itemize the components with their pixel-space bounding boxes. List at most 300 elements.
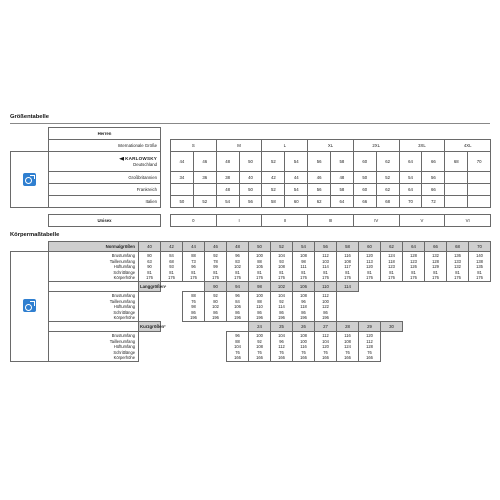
size-cell: 52 bbox=[193, 196, 216, 208]
measure-column bbox=[139, 252, 161, 282]
measure-value: 73 bbox=[191, 258, 196, 264]
measure-value: 123 bbox=[410, 258, 417, 264]
measure-value: 102 bbox=[234, 264, 241, 270]
measure-value: 81 bbox=[235, 269, 240, 275]
measure-value: 106 bbox=[234, 304, 241, 310]
measure-value: 96 bbox=[191, 264, 196, 270]
measure-value: 166 bbox=[344, 355, 351, 361]
title-divider bbox=[10, 123, 490, 124]
intl-size-cell: 3XL bbox=[399, 140, 445, 152]
size-cell: 56 bbox=[308, 152, 331, 172]
size-cell: 60 bbox=[353, 184, 376, 196]
measure-value: 93 bbox=[169, 264, 174, 270]
measure-value: 124 bbox=[388, 253, 395, 258]
measure-value: 76 bbox=[191, 298, 196, 304]
normal-measure-row bbox=[11, 252, 491, 282]
size-header-cell: 50 bbox=[249, 242, 271, 252]
measure-label: Hüftumfang bbox=[113, 264, 135, 270]
measure-value: 196 bbox=[322, 315, 329, 321]
measure-value: 108 bbox=[300, 292, 307, 298]
measure-column bbox=[249, 291, 271, 321]
intl-size-cell: 2XL bbox=[353, 140, 399, 152]
measure-value: 81 bbox=[213, 269, 218, 275]
unisex-label: Unisex bbox=[49, 215, 161, 227]
measure-value: 116 bbox=[344, 332, 351, 338]
measure-value: 76 bbox=[279, 349, 284, 355]
measure-value: 84 bbox=[235, 298, 240, 304]
size-cell: 48 bbox=[216, 184, 239, 196]
size-cell bbox=[445, 184, 468, 196]
measure-value: 113 bbox=[366, 258, 373, 264]
measure-value: 86 bbox=[235, 309, 240, 315]
size-cell: 50 bbox=[239, 152, 262, 172]
measure-column bbox=[403, 252, 425, 282]
country-label-gb: Großbritannien bbox=[49, 172, 161, 184]
measure-value: 112 bbox=[322, 292, 329, 298]
measure-value: 176 bbox=[322, 275, 329, 281]
measure-column bbox=[381, 252, 403, 282]
measure-value: 96 bbox=[235, 292, 240, 298]
measure-value: 128 bbox=[432, 258, 439, 264]
size-cell: 54 bbox=[216, 196, 239, 208]
measure-column bbox=[337, 331, 359, 361]
short-size-label: Kurzgrößen² bbox=[139, 321, 161, 331]
measure-value: 114 bbox=[322, 264, 329, 270]
measure-value: 104 bbox=[278, 253, 285, 258]
measure-label: Körperhöhe bbox=[113, 315, 135, 321]
size-cell bbox=[468, 184, 491, 196]
measure-value: 176 bbox=[234, 275, 241, 281]
measure-value: 81 bbox=[147, 269, 152, 275]
measure-value: 176 bbox=[476, 275, 483, 281]
measure-value: 104 bbox=[278, 292, 285, 298]
male-cell bbox=[11, 252, 49, 362]
size-header-cell: 30 bbox=[381, 321, 403, 331]
measure-value: 112 bbox=[322, 332, 329, 338]
measure-column bbox=[227, 331, 249, 361]
measure-value: 92 bbox=[279, 298, 284, 304]
measure-value: 81 bbox=[323, 269, 328, 275]
measure-value: 108 bbox=[300, 253, 307, 258]
measure-value: 76 bbox=[323, 349, 328, 355]
measure-value: 92 bbox=[213, 253, 218, 258]
size-header-cell: 114 bbox=[337, 281, 359, 291]
size-cell bbox=[468, 172, 491, 184]
measure-label: Schrittlänge bbox=[113, 349, 135, 355]
size-cell: 46 bbox=[193, 152, 216, 172]
measure-value: 166 bbox=[278, 355, 285, 361]
size-header-cell: 25 bbox=[271, 321, 293, 331]
measure-value: 166 bbox=[300, 355, 307, 361]
size-cell: 50 bbox=[353, 172, 376, 184]
size-header-cell: 90 bbox=[205, 281, 227, 291]
measure-value: 196 bbox=[300, 315, 307, 321]
measure-column bbox=[205, 291, 227, 321]
size-cell: 38 bbox=[216, 172, 239, 184]
measure-column bbox=[227, 291, 249, 321]
unisex-cell: I bbox=[216, 215, 262, 227]
size-cell: 70 bbox=[399, 196, 422, 208]
body-table-title: Körpermaßtabelle bbox=[10, 232, 60, 238]
unisex-cell: IV bbox=[353, 215, 399, 227]
measure-value: 120 bbox=[366, 253, 373, 258]
measure-value: 92 bbox=[257, 338, 262, 344]
measure-value: 112 bbox=[366, 338, 373, 344]
male-icon bbox=[23, 173, 36, 186]
size-cell: 54 bbox=[399, 172, 422, 184]
measure-value: 81 bbox=[169, 269, 174, 275]
size-cell: 64 bbox=[331, 196, 354, 208]
measure-value: 99 bbox=[213, 264, 218, 270]
size-table bbox=[10, 127, 491, 227]
size-header-cell: 42 bbox=[161, 242, 183, 252]
size-header-cell: 29 bbox=[359, 321, 381, 331]
measure-value: 176 bbox=[300, 275, 307, 281]
measure-value: 114 bbox=[278, 304, 285, 310]
measure-value: 88 bbox=[257, 298, 262, 304]
measure-value: 100 bbox=[300, 338, 307, 344]
country-label-fr: Frankreich bbox=[49, 184, 161, 196]
size-cell: 46 bbox=[308, 172, 331, 184]
measure-value: 196 bbox=[212, 315, 219, 321]
measure-value: 78 bbox=[213, 258, 218, 264]
measure-value: 100 bbox=[322, 298, 329, 304]
measure-value: 100 bbox=[256, 292, 263, 298]
country-label-de: Deutschland bbox=[133, 161, 157, 167]
measure-value: 116 bbox=[300, 344, 307, 350]
size-cell: 70 bbox=[468, 152, 491, 172]
measure-value: 136 bbox=[454, 253, 461, 258]
measure-column bbox=[469, 252, 491, 282]
measure-value: 108 bbox=[300, 332, 307, 338]
measure-value: 120 bbox=[322, 344, 329, 350]
measure-value: 124 bbox=[344, 344, 351, 350]
measure-column bbox=[249, 331, 271, 361]
brand-name: KARLOWSKY bbox=[125, 156, 157, 162]
size-cell: 60 bbox=[285, 196, 308, 208]
measure-value: 176 bbox=[366, 275, 373, 281]
size-header-cell: 27 bbox=[315, 321, 337, 331]
size-cell: 48 bbox=[331, 172, 354, 184]
measure-value: 140 bbox=[476, 253, 483, 258]
measure-value: 104 bbox=[278, 332, 285, 338]
size-cell: 44 bbox=[285, 172, 308, 184]
measure-column bbox=[271, 331, 293, 361]
measure-label: Brustumfang bbox=[111, 292, 135, 298]
measure-value: 110 bbox=[256, 304, 263, 310]
measure-value: 76 bbox=[235, 349, 240, 355]
measure-value: 132 bbox=[432, 253, 439, 258]
measure-column bbox=[315, 331, 337, 361]
size-cell: 68 bbox=[445, 152, 468, 172]
size-header-cell: 106 bbox=[293, 281, 315, 291]
size-header-cell: 66 bbox=[425, 242, 447, 252]
measure-value: 81 bbox=[367, 269, 372, 275]
measure-column bbox=[249, 252, 271, 282]
long-size-label: Langgrößen¹ bbox=[139, 281, 161, 291]
measure-column bbox=[315, 291, 337, 321]
measure-value: 81 bbox=[433, 269, 438, 275]
measure-value: 81 bbox=[455, 269, 460, 275]
intl-size-cell: S bbox=[171, 140, 217, 152]
measure-column bbox=[183, 291, 205, 321]
measure-column bbox=[293, 331, 315, 361]
measure-value: 81 bbox=[389, 269, 394, 275]
measure-value: 120 bbox=[366, 264, 373, 270]
measure-value: 112 bbox=[278, 344, 285, 350]
size-cell: 44 bbox=[171, 152, 194, 172]
size-cell: 62 bbox=[376, 184, 399, 196]
measure-value: 103 bbox=[322, 258, 329, 264]
measure-value: 80 bbox=[147, 253, 152, 258]
size-header-cell: 40 bbox=[139, 242, 161, 252]
size-header-cell: 60 bbox=[359, 242, 381, 252]
male-icon bbox=[23, 299, 36, 312]
size-cell: 48 bbox=[216, 152, 239, 172]
short-measure-row bbox=[11, 331, 491, 361]
measure-value: 76 bbox=[345, 349, 350, 355]
measure-label: Hüftumfang bbox=[113, 344, 135, 350]
measure-value: 108 bbox=[278, 264, 285, 270]
size-cell: 50 bbox=[239, 184, 262, 196]
size-header-cell: 56 bbox=[315, 242, 337, 252]
measure-value: 176 bbox=[278, 275, 285, 281]
size-header-cell: 70 bbox=[469, 242, 491, 252]
size-cell: 50 bbox=[171, 196, 194, 208]
size-cell: 66 bbox=[422, 184, 445, 196]
measure-label: Taillenumfang bbox=[109, 338, 135, 344]
measure-value: 176 bbox=[432, 275, 439, 281]
measure-value: 120 bbox=[366, 332, 373, 338]
normal-size-label: Normalgrößen bbox=[49, 242, 139, 252]
unisex-cell: V bbox=[399, 215, 445, 227]
size-cell bbox=[193, 184, 216, 196]
measure-value: 86 bbox=[213, 309, 218, 315]
unisex-cell: II bbox=[262, 215, 308, 227]
measure-value: 166 bbox=[234, 355, 241, 361]
size-cell: 56 bbox=[308, 184, 331, 196]
measure-value: 86 bbox=[257, 309, 262, 315]
country-row-it bbox=[11, 196, 491, 208]
measure-value: 196 bbox=[278, 315, 285, 321]
measure-value: 81 bbox=[279, 269, 284, 275]
measure-value: 132 bbox=[454, 264, 461, 270]
unisex-cell: VI bbox=[445, 215, 491, 227]
body-measurement-table bbox=[10, 241, 491, 362]
measure-value: 86 bbox=[301, 309, 306, 315]
male-cell bbox=[11, 152, 49, 208]
intl-size-label: Internationale Größe bbox=[49, 140, 161, 152]
size-cell: 52 bbox=[262, 152, 285, 172]
country-row-de bbox=[11, 152, 491, 172]
measure-value: 105 bbox=[256, 264, 263, 270]
measure-value: 86 bbox=[323, 309, 328, 315]
measure-value: 166 bbox=[366, 355, 373, 361]
brand-logo bbox=[119, 156, 157, 161]
intl-size-cell: XL bbox=[308, 140, 354, 152]
size-header-cell: 58 bbox=[337, 242, 359, 252]
measure-value: 81 bbox=[411, 269, 416, 275]
measure-value: 108 bbox=[344, 338, 351, 344]
measure-value: 96 bbox=[279, 338, 284, 344]
measure-value: 135 bbox=[476, 264, 483, 270]
measure-value: 88 bbox=[191, 292, 196, 298]
measure-column bbox=[315, 252, 337, 282]
size-cell: 60 bbox=[353, 152, 376, 172]
long-measure-row bbox=[11, 291, 491, 321]
measure-value: 117 bbox=[344, 264, 351, 270]
measure-value: 86 bbox=[279, 309, 284, 315]
size-cell: 52 bbox=[262, 184, 285, 196]
size-cell bbox=[468, 196, 491, 208]
size-cell: 58 bbox=[331, 184, 354, 196]
long-measure-labels bbox=[49, 291, 139, 321]
size-header-cell: 110 bbox=[315, 281, 337, 291]
measure-value: 84 bbox=[169, 253, 174, 258]
measure-value: 108 bbox=[344, 258, 351, 264]
intl-size-cell: M bbox=[216, 140, 262, 152]
size-header-cell: 46 bbox=[205, 242, 227, 252]
country-row-fr bbox=[11, 184, 491, 196]
size-cell bbox=[171, 184, 194, 196]
size-cell: 56 bbox=[422, 172, 445, 184]
measure-value: 92 bbox=[213, 292, 218, 298]
size-header-cell: 48 bbox=[227, 242, 249, 252]
measure-value: 88 bbox=[257, 258, 262, 264]
measure-value: 96 bbox=[235, 253, 240, 258]
measure-label: Hüftumfang bbox=[113, 304, 135, 310]
measure-value: 81 bbox=[345, 269, 350, 275]
measure-column bbox=[293, 291, 315, 321]
measure-column bbox=[359, 252, 381, 282]
measure-value: 176 bbox=[344, 275, 351, 281]
measure-value: 63 bbox=[147, 258, 152, 264]
measure-value: 196 bbox=[234, 315, 241, 321]
unisex-cell: III bbox=[308, 215, 354, 227]
measure-value: 104 bbox=[234, 344, 241, 350]
measure-value: 76 bbox=[257, 349, 262, 355]
measure-column bbox=[161, 252, 183, 282]
size-cell: 58 bbox=[331, 152, 354, 172]
measure-value: 81 bbox=[191, 269, 196, 275]
header-herren: Herren bbox=[49, 128, 161, 140]
measure-value: 93 bbox=[279, 258, 284, 264]
size-cell: 54 bbox=[285, 152, 308, 172]
measure-column bbox=[293, 252, 315, 282]
measure-value: 176 bbox=[388, 275, 395, 281]
size-cell: 34 bbox=[171, 172, 194, 184]
size-header-cell: 102 bbox=[271, 281, 293, 291]
measure-value: 96 bbox=[301, 298, 306, 304]
measure-label: Taillenumfang bbox=[109, 258, 135, 264]
country-row-gb bbox=[11, 172, 491, 184]
measure-value: 102 bbox=[212, 304, 219, 310]
measure-label: Schrittlänge bbox=[113, 269, 135, 275]
measure-value: 176 bbox=[190, 275, 197, 281]
measure-value: 81 bbox=[257, 269, 262, 275]
measure-label: Schrittlänge bbox=[113, 309, 135, 315]
measure-value: 83 bbox=[235, 258, 240, 264]
size-header-row bbox=[11, 128, 491, 140]
size-cell: 56 bbox=[239, 196, 262, 208]
normal-measure-labels bbox=[49, 252, 139, 282]
size-cell: 62 bbox=[308, 196, 331, 208]
measure-value: 196 bbox=[256, 315, 263, 321]
size-cell: 52 bbox=[376, 172, 399, 184]
measure-value: 133 bbox=[454, 258, 461, 264]
size-cell: 40 bbox=[239, 172, 262, 184]
measure-column bbox=[359, 331, 381, 361]
measure-value: 129 bbox=[432, 264, 439, 270]
size-header-cell: 26 bbox=[293, 321, 315, 331]
size-cell bbox=[445, 196, 468, 208]
measure-column bbox=[337, 252, 359, 282]
measure-column bbox=[271, 291, 293, 321]
measure-label: Taillenumfang bbox=[109, 298, 135, 304]
size-header-cell: 24 bbox=[249, 321, 271, 331]
size-cell: 58 bbox=[262, 196, 285, 208]
size-header-cell: 52 bbox=[271, 242, 293, 252]
measure-value: 80 bbox=[213, 298, 218, 304]
spacer-row bbox=[11, 208, 491, 215]
measure-value: 176 bbox=[146, 275, 153, 281]
normal-size-row bbox=[11, 242, 491, 252]
unisex-row bbox=[11, 215, 491, 227]
measure-value: 112 bbox=[322, 253, 329, 258]
brand-cell bbox=[49, 152, 161, 172]
measure-value: 122 bbox=[322, 304, 329, 310]
measure-value: 88 bbox=[191, 253, 196, 258]
brand-mark-icon bbox=[119, 157, 124, 161]
size-header-cell: 64 bbox=[403, 242, 425, 252]
size-table-title: Größentabelle bbox=[10, 114, 49, 120]
measure-label: Körperhöhe bbox=[113, 275, 135, 281]
measure-value: 176 bbox=[256, 275, 263, 281]
measure-value: 68 bbox=[169, 258, 174, 264]
measure-value: 96 bbox=[235, 332, 240, 338]
measure-label: Körperhöhe bbox=[113, 355, 135, 361]
measure-value: 126 bbox=[410, 264, 417, 270]
measure-value: 81 bbox=[477, 269, 482, 275]
size-header-cell: 94 bbox=[227, 281, 249, 291]
measure-value: 176 bbox=[454, 275, 461, 281]
size-cell: 64 bbox=[399, 152, 422, 172]
size-header-cell: 54 bbox=[293, 242, 315, 252]
size-header-cell: 68 bbox=[447, 242, 469, 252]
size-header-cell: 62 bbox=[381, 242, 403, 252]
measure-value: 108 bbox=[256, 344, 263, 350]
measure-value: 128 bbox=[366, 344, 373, 350]
size-cell: 66 bbox=[422, 152, 445, 172]
country-label-it: Italien bbox=[49, 196, 161, 208]
measure-value: 81 bbox=[301, 269, 306, 275]
measure-value: 116 bbox=[344, 253, 351, 258]
measure-value: 88 bbox=[235, 338, 240, 344]
size-cell: 54 bbox=[285, 184, 308, 196]
measure-column bbox=[183, 252, 205, 282]
size-header-cell: 44 bbox=[183, 242, 205, 252]
measure-value: 176 bbox=[212, 275, 219, 281]
measure-value: 138 bbox=[476, 258, 483, 264]
size-cell: 68 bbox=[376, 196, 399, 208]
short-size-row bbox=[11, 321, 491, 331]
measure-value: 176 bbox=[168, 275, 175, 281]
size-cell: 66 bbox=[353, 196, 376, 208]
size-cell: 64 bbox=[399, 184, 422, 196]
measure-value: 128 bbox=[410, 253, 417, 258]
measure-column bbox=[271, 252, 293, 282]
intl-size-cell: 4XL bbox=[445, 140, 491, 152]
